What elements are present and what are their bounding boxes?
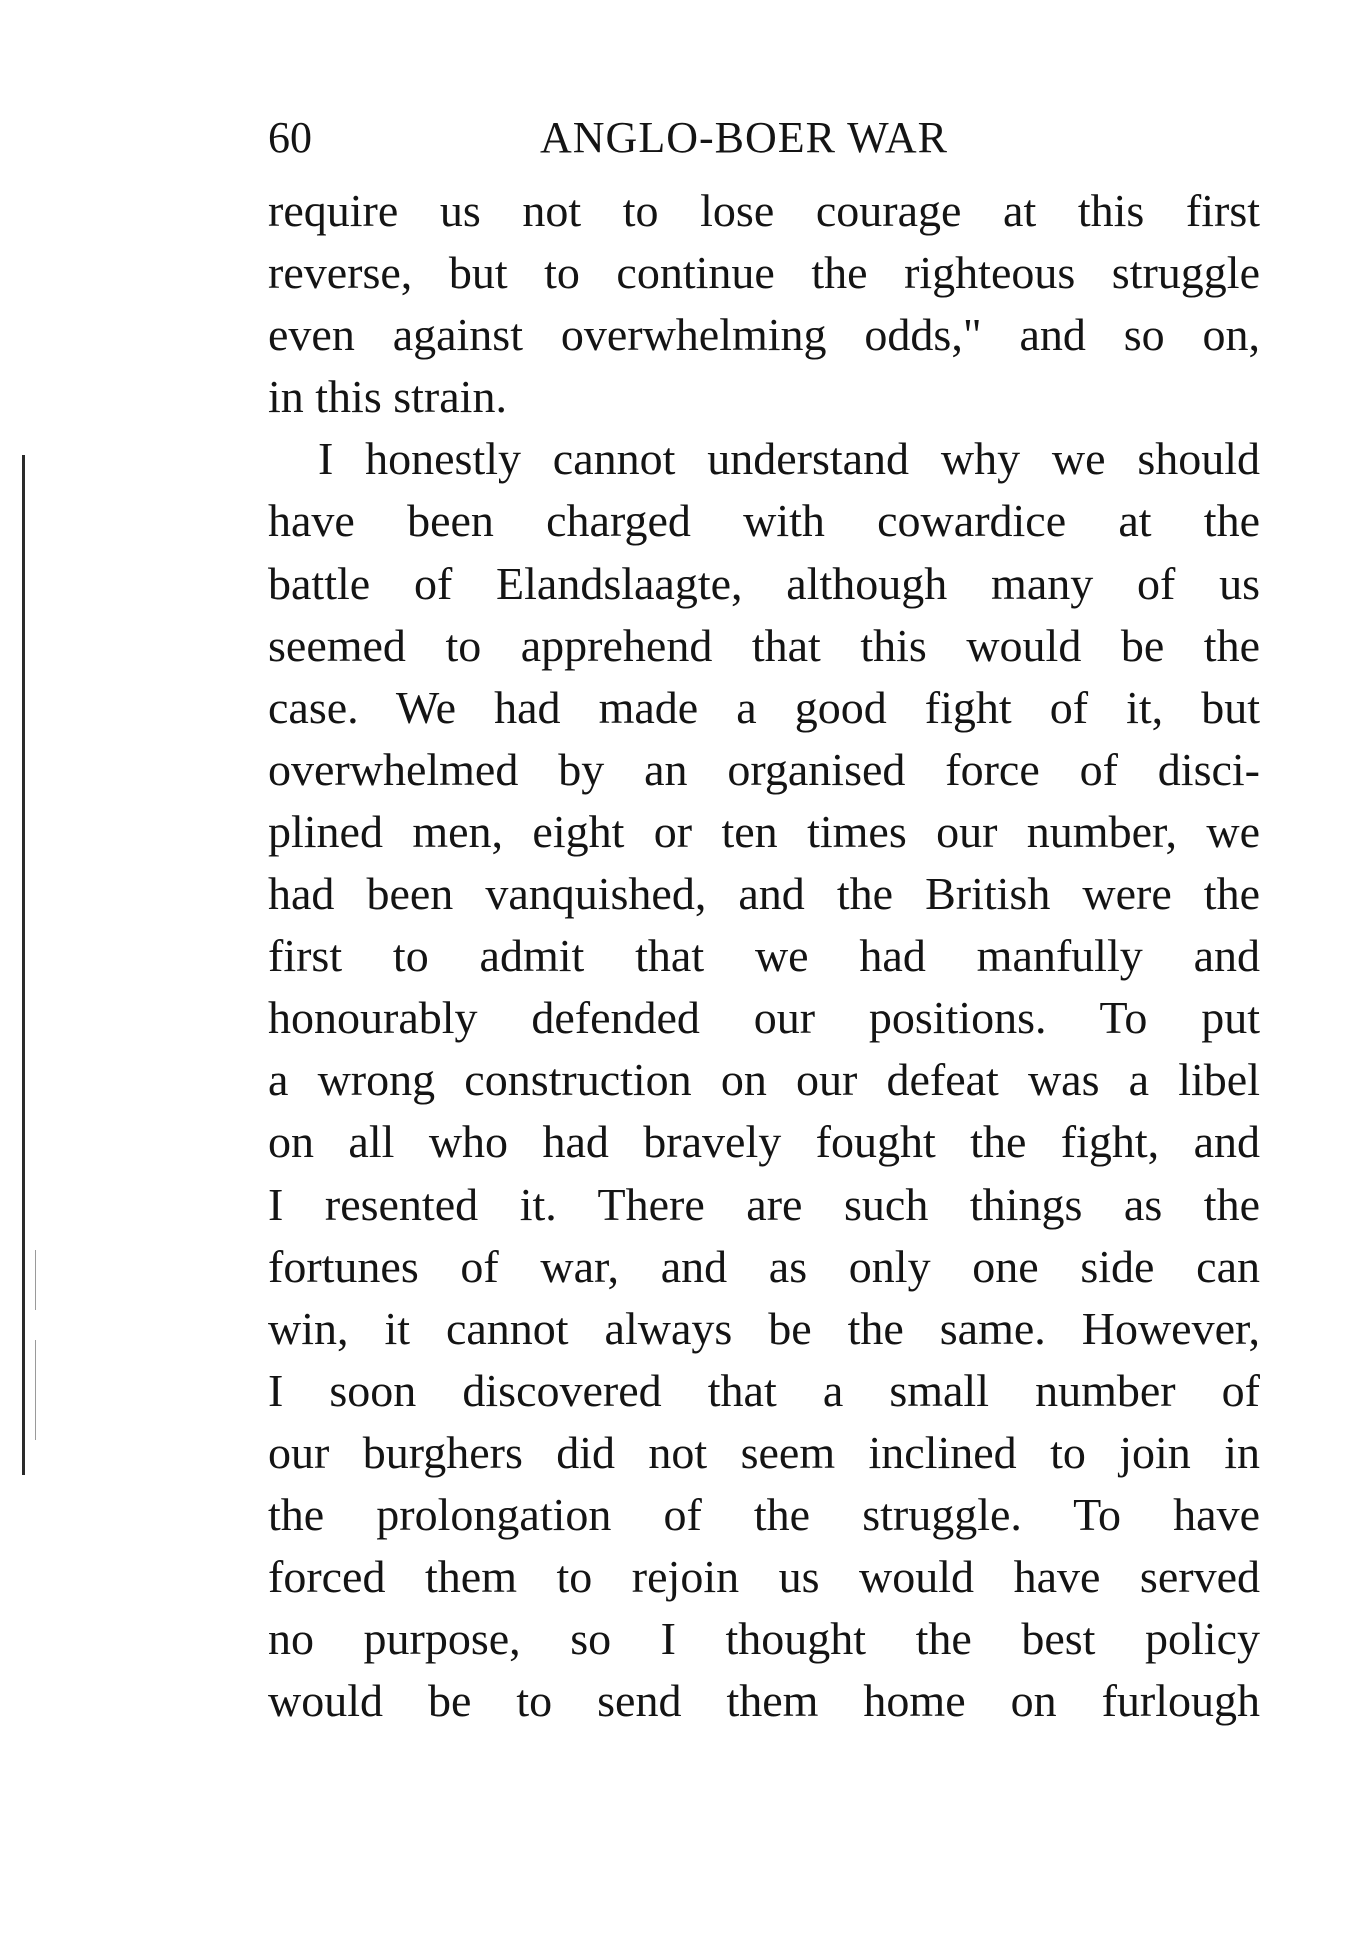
page-number: 60 (268, 113, 312, 162)
page-header (268, 108, 1068, 168)
body-text (268, 180, 1260, 1732)
text-line: I honestly cannot understand why we should (318, 433, 1260, 485)
text-line: forced them to rejoin us would have served (268, 1551, 1260, 1603)
text-line: even against overwhelming odds," and so on, (268, 309, 1260, 361)
text-line: I resented it. There are such things as the (268, 1178, 1260, 1230)
text-line: win, it cannot always be the same. However, (268, 1302, 1260, 1354)
binding-speck (35, 1250, 36, 1310)
text-line: require us not to lose courage at this first (268, 185, 1260, 236)
text-line: case. We had made a good fight of it, but (268, 681, 1260, 733)
text-line: had been vanquished, and the British were the (268, 868, 1260, 920)
text-line: I soon discovered that a small number of (268, 1364, 1260, 1416)
text-line: the prolongation of the struggle. To have (268, 1488, 1260, 1540)
binding-speck (35, 1380, 36, 1440)
text-line: plined men, eight or ten times our number, we (268, 805, 1260, 857)
text-line: a wrong construction on our defeat was a libel (268, 1054, 1260, 1106)
text-line: first to admit that we had manfully and (268, 930, 1260, 982)
text-line: overwhelmed by an organised force of disci- (268, 743, 1260, 795)
text-line: in this strain. (268, 371, 507, 423)
text-line: fortunes of war, and as only one side can (268, 1240, 1260, 1292)
text-line: seemed to apprehend that this would be the (268, 619, 1260, 671)
binding-edge-line (22, 455, 25, 1475)
running-head: ANGLO-BOER WAR (540, 113, 948, 162)
text-line: reverse, but to continue the righteous struggle (268, 247, 1260, 299)
text-line: have been charged with cowardice at the (268, 495, 1260, 547)
text-line: on all who had bravely fought the fight, and (268, 1116, 1260, 1168)
text-line: would be to send them home on furlough (268, 1675, 1260, 1727)
text-line: our burghers did not seem inclined to join in (268, 1426, 1260, 1478)
text-line: no purpose, so I thought the best policy (268, 1613, 1260, 1665)
text-line: honourably defended our positions. To put (268, 992, 1260, 1044)
text-line: battle of Elandslaagte, although many of us (268, 557, 1260, 609)
